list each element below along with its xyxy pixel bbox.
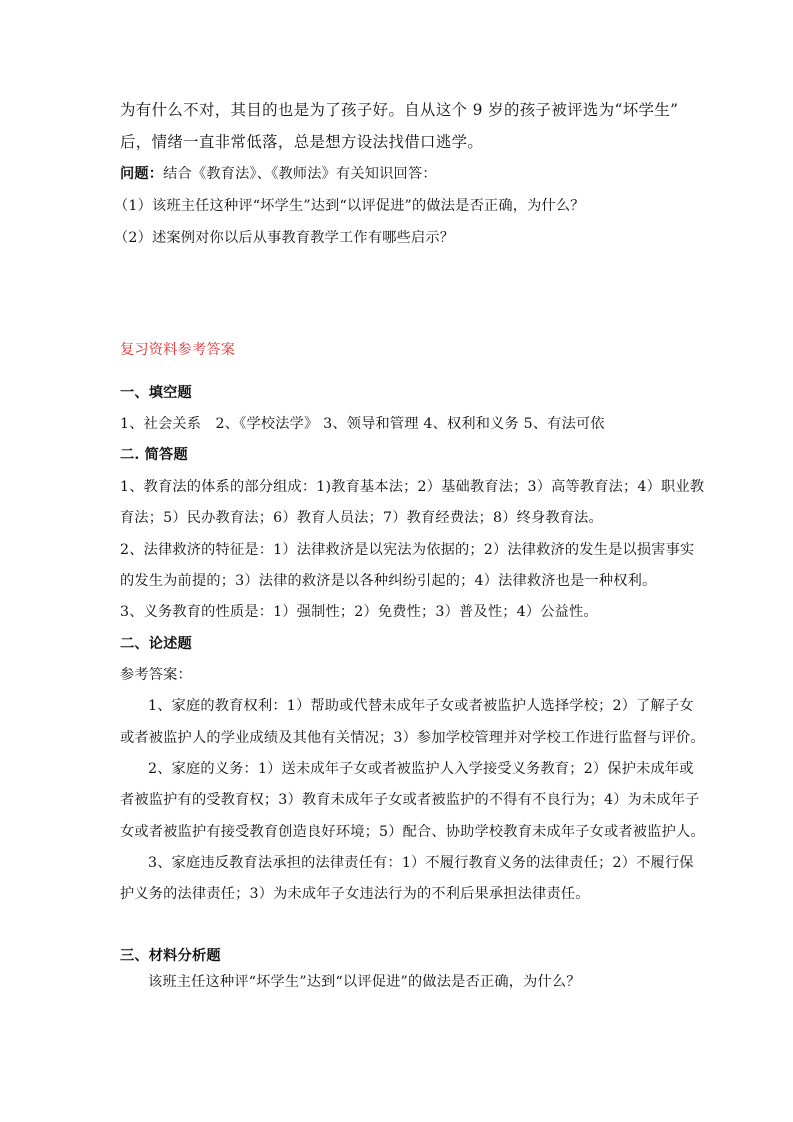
section3-line-7: 护义务的法律责任；3）为未成年子女违法行为的不利后果承担法律责任。 xyxy=(120,886,590,902)
question-prompt xyxy=(120,164,680,184)
section3-line-1: 1、家庭的教育权利：1）帮助或代替未成年子女或者被监护人选择学校；2）了解子女 xyxy=(148,698,694,714)
section3-heading: 二、论述题 xyxy=(120,636,192,652)
answers-title: 复习资料参考答案 xyxy=(120,342,236,358)
section1-heading: 一、填空题 xyxy=(120,385,192,401)
section2-line-3: 2、法律救济的特征是：1）法律救济是以宪法为依据的；2）法律救济的发生是以损害事实 xyxy=(120,542,695,558)
section4-heading: 三、材料分析题 xyxy=(120,948,221,964)
question-label: 问题： xyxy=(120,166,164,182)
section3-line-6: 3、家庭违反教育法承担的法律责任有：1）不履行教育义务的法律责任；2）不履行保 xyxy=(148,855,694,871)
question-2: （2）述案例对你以后从事教育教学工作有哪些启示？ xyxy=(114,230,455,246)
case-line-2: 后，情绪一直非常低落，总是想方设法找借口逃学。 xyxy=(120,133,484,151)
section3-line-2: 或者被监护人的学业成绩及其他有关情况；3）参加学校管理并对学校工作进行监督与评价。 xyxy=(120,730,705,746)
section1-answer: 1、社会关系 2、《学校法学》 3、领导和管理 4、权利和义务 5、有法可依 xyxy=(120,416,605,432)
section2-line-4: 的发生为前提的；3）法律的救济是以各种纠纷引起的；4）法律救济也是一种权利。 xyxy=(120,573,657,589)
section4-answer: 该班主任这种评“坏学生”达到“以评促进”的做法是否正确，为什么？ xyxy=(148,974,581,990)
question-1: （1）该班主任这种评“坏学生”达到“以评促进”的做法是否正确，为什么？ xyxy=(114,198,585,214)
section3-line-5: 女或者被监护有接受教育创造良好环境；5）配合、协助学校教育未成年子女或者被监护人。 xyxy=(120,824,705,840)
section3-line-4: 者被监护有的受教育权；3）教育未成年子女或者被监护的不得有不良行为；4）为未成年子 xyxy=(120,792,700,808)
section2-line-5: 3、义务教育的性质是：1）强制性；2）免费性；3）普及性；4）公益性。 xyxy=(120,604,598,620)
section3-line-3: 2、家庭的义务：1）送未成年子女或者被监护人入学接受义务教育；2）保护未成年或 xyxy=(148,761,694,777)
section2-heading: 二. 简答题 xyxy=(120,447,188,463)
section2-line-2: 育法；5）民办教育法；6）教育人员法；7）教育经费法；8）终身教育法。 xyxy=(120,510,603,526)
case-line-1: 为有什么不对，其目的也是为了孩子好。自从这个 9 岁的孩子被评选为“坏学生” xyxy=(120,101,679,119)
question-text: 结合《教育法》、《教师法》有关知识回答： xyxy=(163,166,437,182)
section3-intro: 参考答案： xyxy=(120,667,192,683)
section2-line-1: 1、教育法的体系的部分组成：1)教育基本法；2）基础教育法；3）高等教育法；4）职业教 xyxy=(120,479,705,495)
